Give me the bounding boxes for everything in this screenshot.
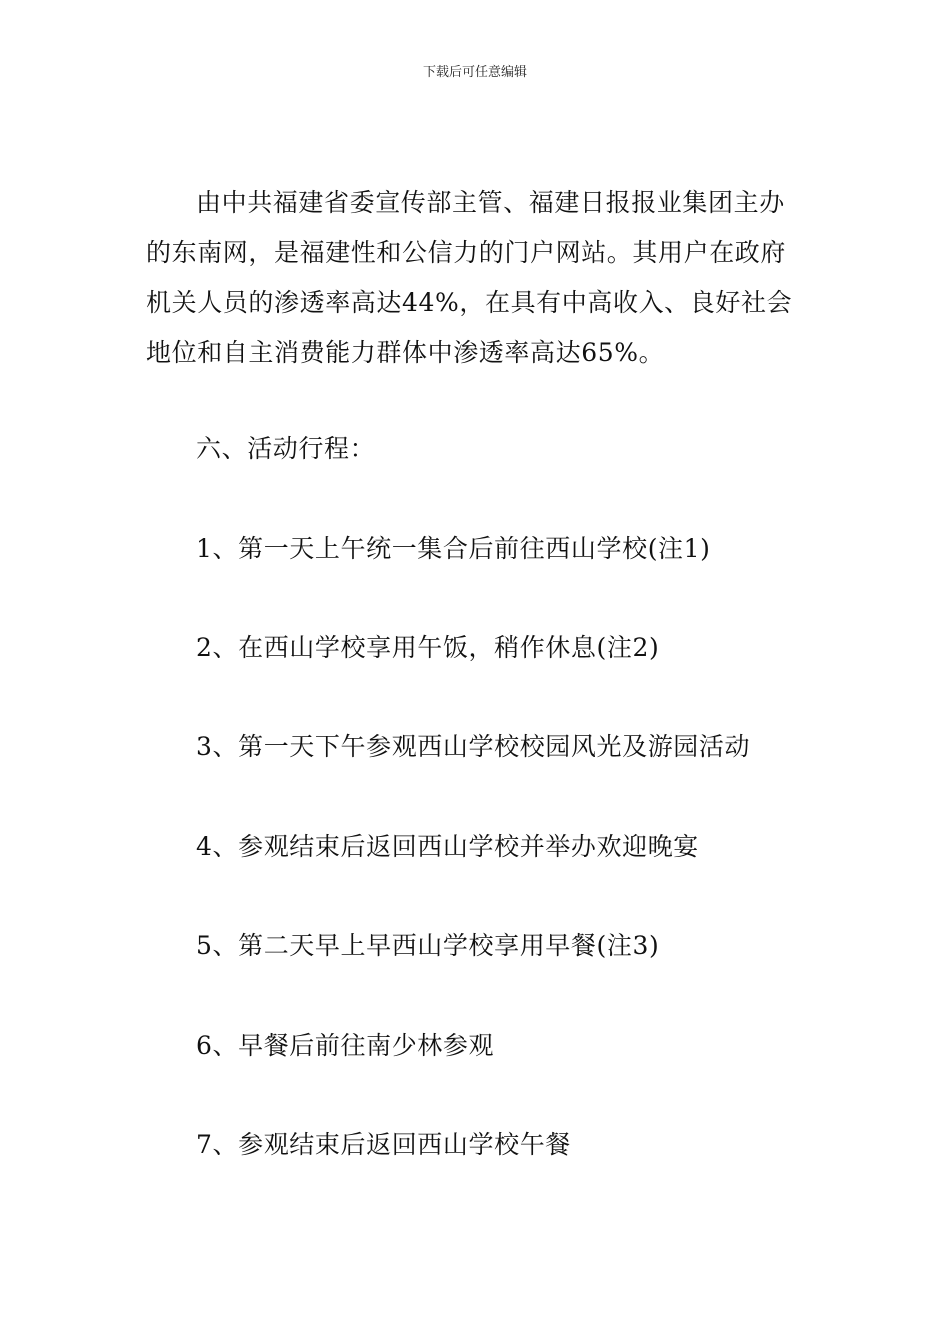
itinerary-item-5: 5、第二天早上早西山学校享用早餐(注3) (196, 931, 660, 960)
itinerary-item-6: 6、早餐后前往南少林参观 (196, 1031, 495, 1060)
itinerary-item-7: 7、参观结束后返回西山学校午餐 (196, 1130, 571, 1159)
section-heading: 六、活动行程： (196, 434, 376, 463)
itinerary-item-4: 4、参观结束后返回西山学校并举办欢迎晚宴 (196, 832, 699, 861)
itinerary-item-2: 2、在西山学校享用午饭，稍作休息(注2) (196, 633, 660, 662)
intro-paragraph: 由中共福建省委宣传部主管、福建日报报业集团主办的东南网，是福建性和公信力的门户网站。其用户在政府机关人员的渗透率高达44%，在具有中高收入、良好社会地位和自主消费能力群体中渗透率高达65%。 (146, 188, 793, 367)
page-header: 下载后可任意编辑 (422, 65, 527, 80)
itinerary-item-1: 1、第一天上午统一集合后前往西山学校(注1) (196, 534, 711, 563)
itinerary-item-3: 3、第一天下午参观西山学校校园风光及游园活动 (196, 732, 751, 761)
